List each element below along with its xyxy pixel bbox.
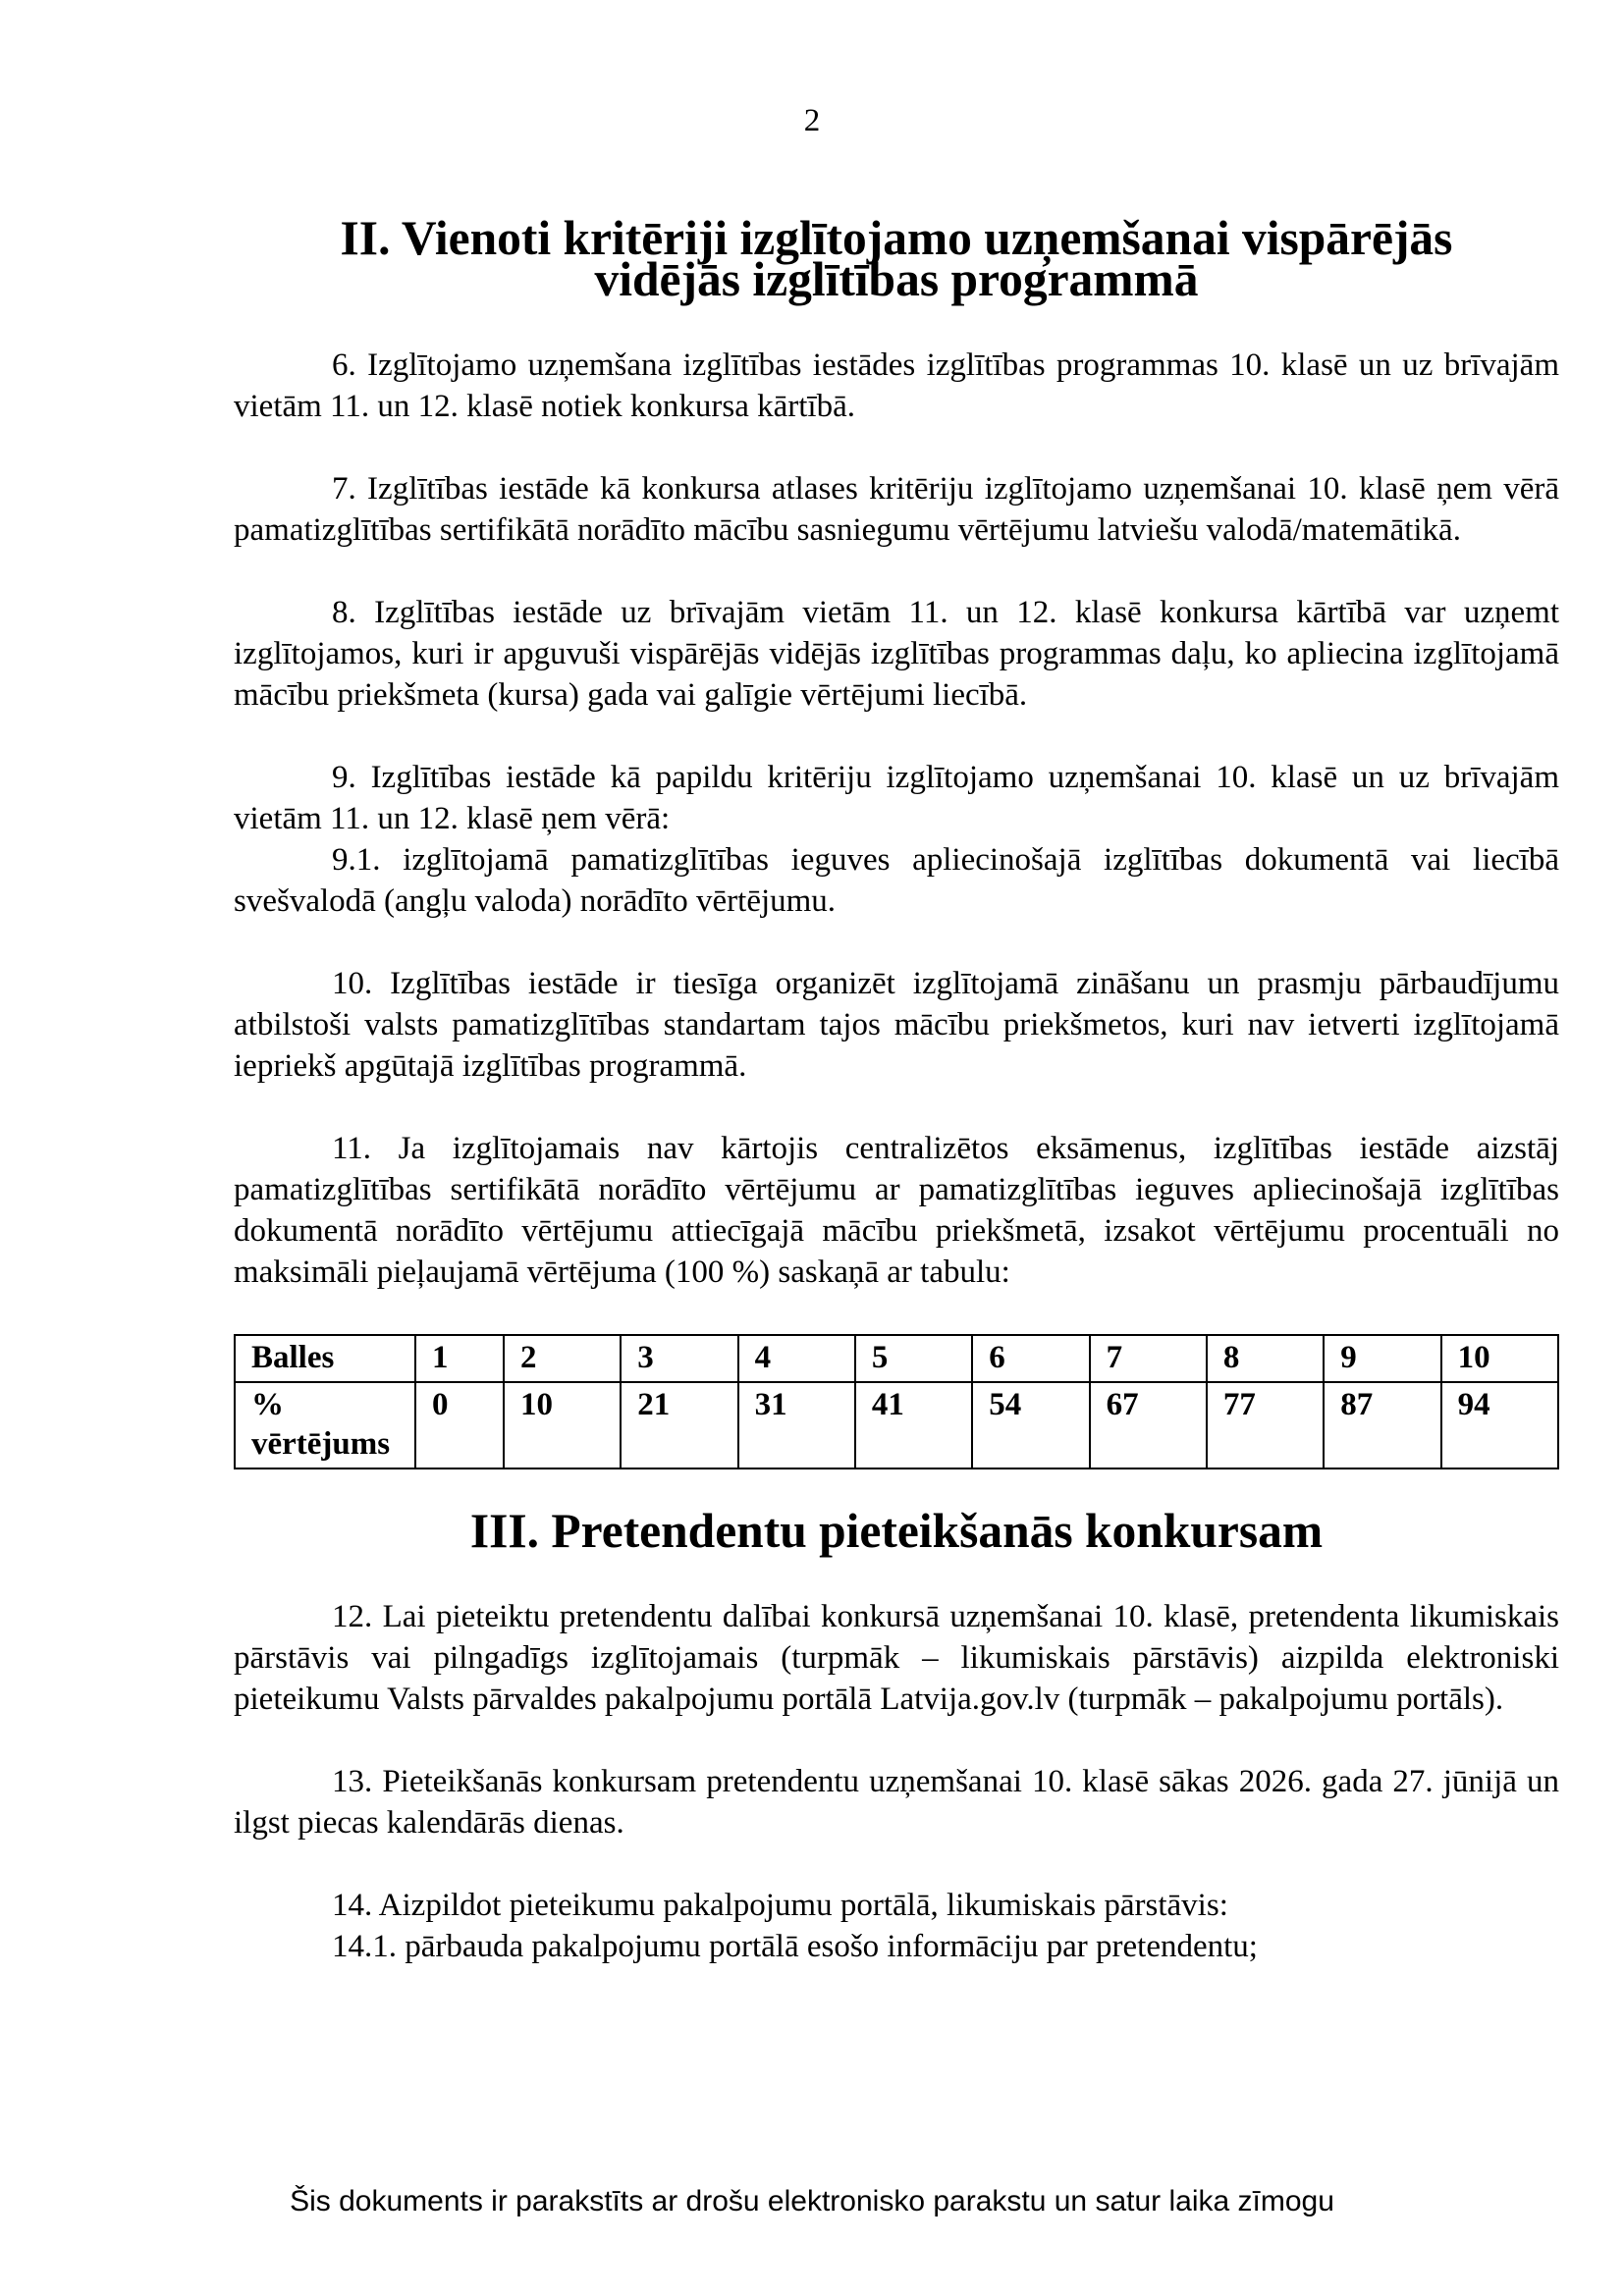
table-cell: 6 xyxy=(972,1335,1089,1382)
table-cell: 7 xyxy=(1090,1335,1207,1382)
paragraph-14: 14. Aizpildot pieteikumu pakalpojumu portālā, likumiskais pārstāvis: xyxy=(332,1888,1228,1923)
table-row-percent xyxy=(235,1382,1558,1468)
table-cell-balles-label: Balles xyxy=(235,1335,415,1382)
table-cell: 87 xyxy=(1324,1382,1440,1468)
table-row-balles xyxy=(235,1335,1558,1382)
section-ii-title-line1: II. Vienoti kritēriji izglītojamo uzņemšanai vispārējās xyxy=(340,211,1453,265)
document-content xyxy=(234,211,1559,1967)
paragraph-13: 13. Pieteikšanās konkursam pretendentu uzņemšanai 10. klasē sākas 2026. gada 27. jūnijā un ilgst piecas kalendārās dienas. xyxy=(234,1764,1559,1841)
table-cell: 31 xyxy=(738,1382,855,1468)
paragraph-9: 9. Izglītības iestāde kā papildu kritēriju izglītojamo uzņemšanai 10. klasē un uz brīvajām vietām 11. un 12. klasē ņem vērā: xyxy=(234,760,1559,836)
table-cell: 8 xyxy=(1207,1335,1324,1382)
percent-label-line2: vērtējums xyxy=(251,1426,391,1462)
section-ii-title xyxy=(234,211,1559,306)
table-cell-percent-label xyxy=(235,1382,415,1468)
section-iii-title: III. Pretendentu pieteikšanās konkursam xyxy=(469,1504,1324,1558)
table-cell: 10 xyxy=(504,1382,621,1468)
table-cell: 41 xyxy=(855,1382,972,1468)
table-cell: 1 xyxy=(415,1335,504,1382)
paragraph-7: 7. Izglītības iestāde kā konkursa atlases kritēriju izglītojamo uzņemšanai 10. klasē ņem vērā pamatizglītības sertifikātā norādīto mācību sasniegumu vērtējumu latviešu valodā/matemātikā. xyxy=(234,471,1559,548)
table-cell: 3 xyxy=(621,1335,737,1382)
paragraph-8: 8. Izglītības iestāde uz brīvajām vietām 11. un 12. klasē konkursa kārtībā var uzņemt izglītojamos, kuri ir apguvuši vispārējās vidējās izglītības programmas daļu, ko apliecina izglītojamā mācību priekšmeta (kursa) gada vai galīgie vērtējumi liecībā. xyxy=(234,595,1559,713)
paragraph-12: 12. Lai pieteiktu pretendentu dalībai konkursā uzņemšanai 10. klasē, pretendenta likumiskais pārstāvis vai pilngadīgs izglītojamais (turpmāk – likumiskais pārstāvis) aizpilda elektroniski pieteikumu Valsts pārvaldes pakalpojumu portālā Latvija.gov.lv (turpmāk – pakalpojumu portāls). xyxy=(234,1599,1559,1717)
paragraph-6: 6. Izglītojamo uzņemšana izglītības iestādes izglītības programmas 10. klasē un uz brīvajām vietām 11. un 12. klasē notiek konkursa kārtībā. xyxy=(234,347,1559,424)
table-cell: 0 xyxy=(415,1382,504,1468)
page-number: 2 xyxy=(803,103,821,138)
table-cell: 94 xyxy=(1441,1382,1558,1468)
table-cell: 67 xyxy=(1090,1382,1207,1468)
table-cell: 54 xyxy=(972,1382,1089,1468)
percent-label-line1: % xyxy=(251,1387,284,1422)
paragraph-11: 11. Ja izglītojamais nav kārtojis centralizētos eksāmenus, izglītības iestāde aizstāj pamatizglītības sertifikātā norādīto vērtējumu ar pamatizglītības ieguves apliecinošajā izglītības dokumentā norādīto vērtējumu attiecīgajā mācību priekšmetā, izsakot vērtējumu procentuāli no maksimāli pieļaujamā vērtējuma (100 %) saskaņā ar tabulu: xyxy=(234,1131,1559,1290)
paragraph-10: 10. Izglītības iestāde ir tiesīga organizēt izglītojamā zināšanu un prasmju pārbaudījumu atbilstoši valsts pamatizglītības standartam tajos mācību priekšmetos, kuri nav ietverti izglītojamā iepriekš apgūtajā izglītības programmā. xyxy=(234,966,1559,1084)
signature-footer: Šis dokuments ir parakstīts ar drošu elektronisko parakstu un satur laika zīmogu xyxy=(290,2185,1334,2217)
paragraph-14-1: 14.1. pārbauda pakalpojumu portālā esošo informāciju par pretendentu; xyxy=(332,1929,1258,1964)
grades-table xyxy=(234,1334,1559,1469)
table-cell: 4 xyxy=(738,1335,855,1382)
table-cell: 9 xyxy=(1324,1335,1440,1382)
section-ii-title-line2: vidējās izglītības programmā xyxy=(594,252,1199,306)
table-cell: 5 xyxy=(855,1335,972,1382)
paragraph-9-1: 9.1. izglītojamā pamatizglītības ieguves apliecinošajā izglītības dokumentā vai liecībā svešvalodā (angļu valoda) norādīto vērtējumu. xyxy=(234,842,1559,919)
table-cell: 2 xyxy=(504,1335,621,1382)
table-cell: 10 xyxy=(1441,1335,1558,1382)
table-cell: 21 xyxy=(621,1382,737,1468)
table-cell: 77 xyxy=(1207,1382,1324,1468)
